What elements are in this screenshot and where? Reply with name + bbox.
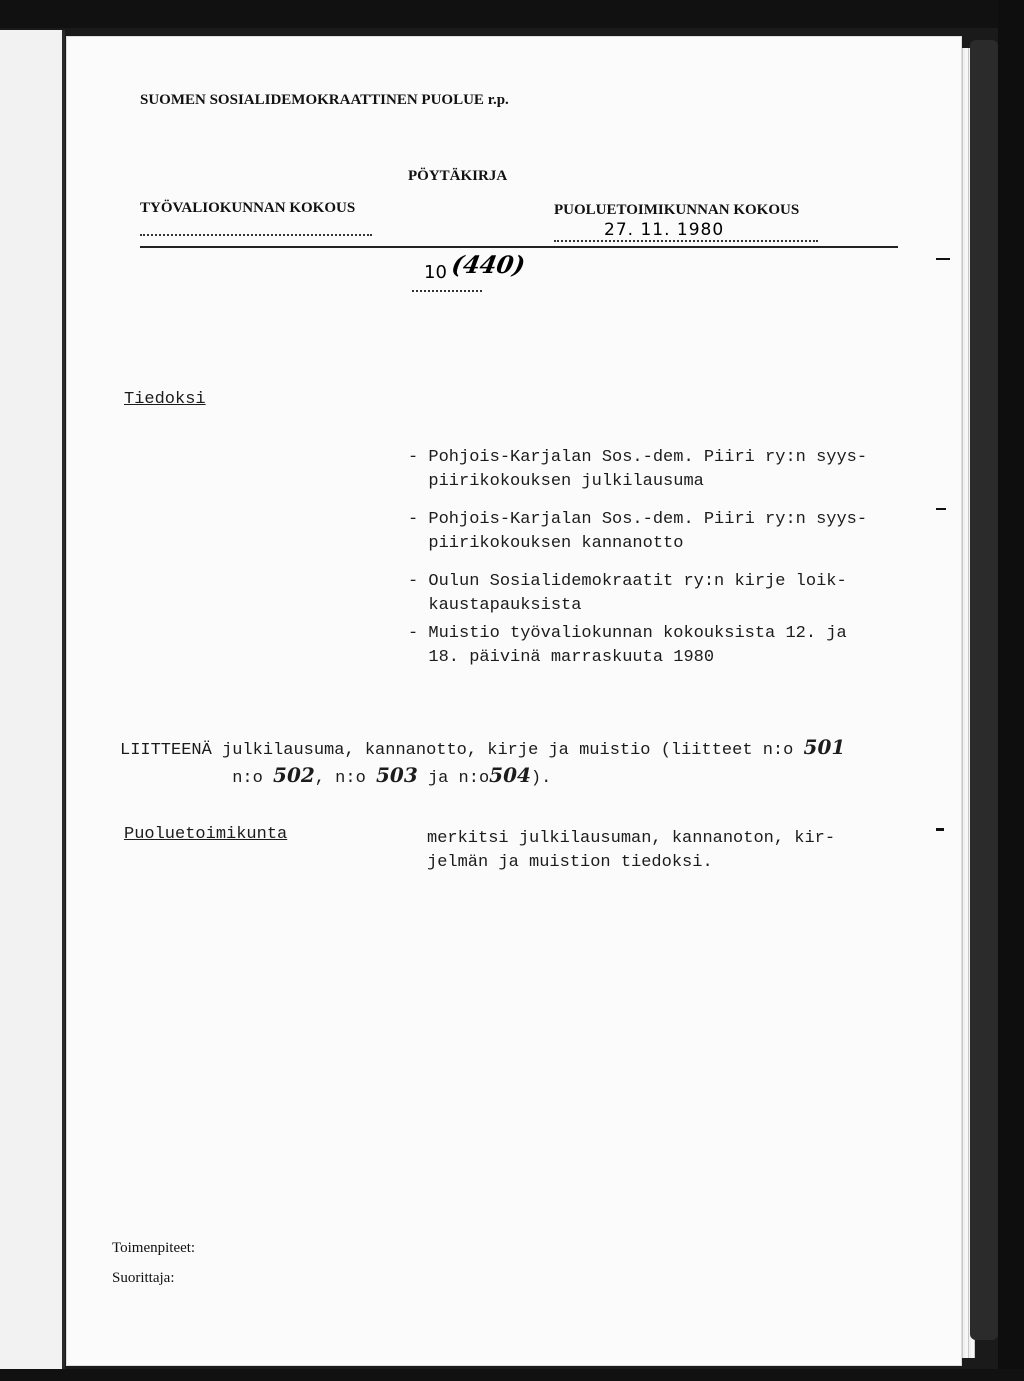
meeting-date: 27. 11. 1980 bbox=[604, 220, 725, 240]
decision-text: merkitsi julkilausuman, kannanoton, kir- jelmän ja muistion tiedoksi. bbox=[427, 829, 836, 872]
scan-frame-bottom bbox=[0, 1369, 1024, 1381]
attachments-text: julkilausuma, kannanotto, kirje ja muistio (liitteet n:o bbox=[222, 741, 794, 760]
header-divider bbox=[140, 246, 898, 248]
section-number-dots bbox=[412, 290, 482, 292]
attachments-text-nro: ja n:o bbox=[427, 769, 490, 788]
dotted-line-left bbox=[140, 234, 372, 236]
margin-mark bbox=[936, 258, 950, 260]
decision-label: Puoluetoimikunta bbox=[124, 825, 288, 844]
attachment-number: 504 bbox=[489, 763, 531, 787]
actions-label: Toimenpiteet: bbox=[112, 1240, 196, 1256]
attachments-text-nro: n:o bbox=[232, 769, 263, 788]
margin-mark bbox=[936, 508, 946, 510]
attachment-number: 502 bbox=[273, 763, 315, 787]
scan-frame-right bbox=[998, 0, 1024, 1381]
dotted-line-right bbox=[554, 240, 818, 242]
attachments-note bbox=[120, 735, 845, 791]
executive-committee-heading: TYÖVALIOKUNNAN KOKOUS bbox=[140, 200, 356, 216]
section-number: 10 bbox=[424, 262, 447, 283]
margin-mark bbox=[936, 828, 944, 831]
list-item: - Pohjois-Karjalan Sos.-dem. Piiri ry:n syys- piirikokouksen kannanotto bbox=[408, 510, 868, 553]
attachments-text-end: ). bbox=[530, 769, 552, 788]
document-title: PÖYTÄKIRJA bbox=[408, 168, 508, 184]
party-council-heading: PUOLUETOIMIKUNNAN KOKOUS bbox=[554, 202, 800, 218]
information-items-list bbox=[408, 446, 867, 684]
attachments-label: LIITTEENÄ bbox=[120, 741, 212, 760]
handwritten-section-number: (440) bbox=[449, 250, 528, 279]
section-label: Tiedoksi bbox=[124, 390, 206, 409]
executor-label: Suorittaja: bbox=[112, 1270, 175, 1286]
binder-edge bbox=[970, 40, 998, 1340]
scan-frame-top bbox=[0, 0, 1024, 28]
organization-name: SUOMEN SOSIALIDEMOKRAATTINEN PUOLUE r.p. bbox=[140, 92, 509, 108]
attachments-text-nro: , n:o bbox=[314, 769, 366, 788]
list-item: - Muistio työvaliokunnan kokouksista 12. ja 18. päivinä marraskuuta 1980 bbox=[408, 624, 847, 667]
attachment-number: 503 bbox=[376, 763, 418, 787]
list-item: - Oulun Sosialidemokraatit ry:n kirje loik- kaustapauksista bbox=[408, 572, 847, 615]
attachment-number: 501 bbox=[803, 735, 846, 759]
previous-page-edge bbox=[0, 30, 65, 1370]
list-item: - Pohjois-Karjalan Sos.-dem. Piiri ry:n syys- piirikokouksen julkilausuma bbox=[408, 448, 868, 491]
